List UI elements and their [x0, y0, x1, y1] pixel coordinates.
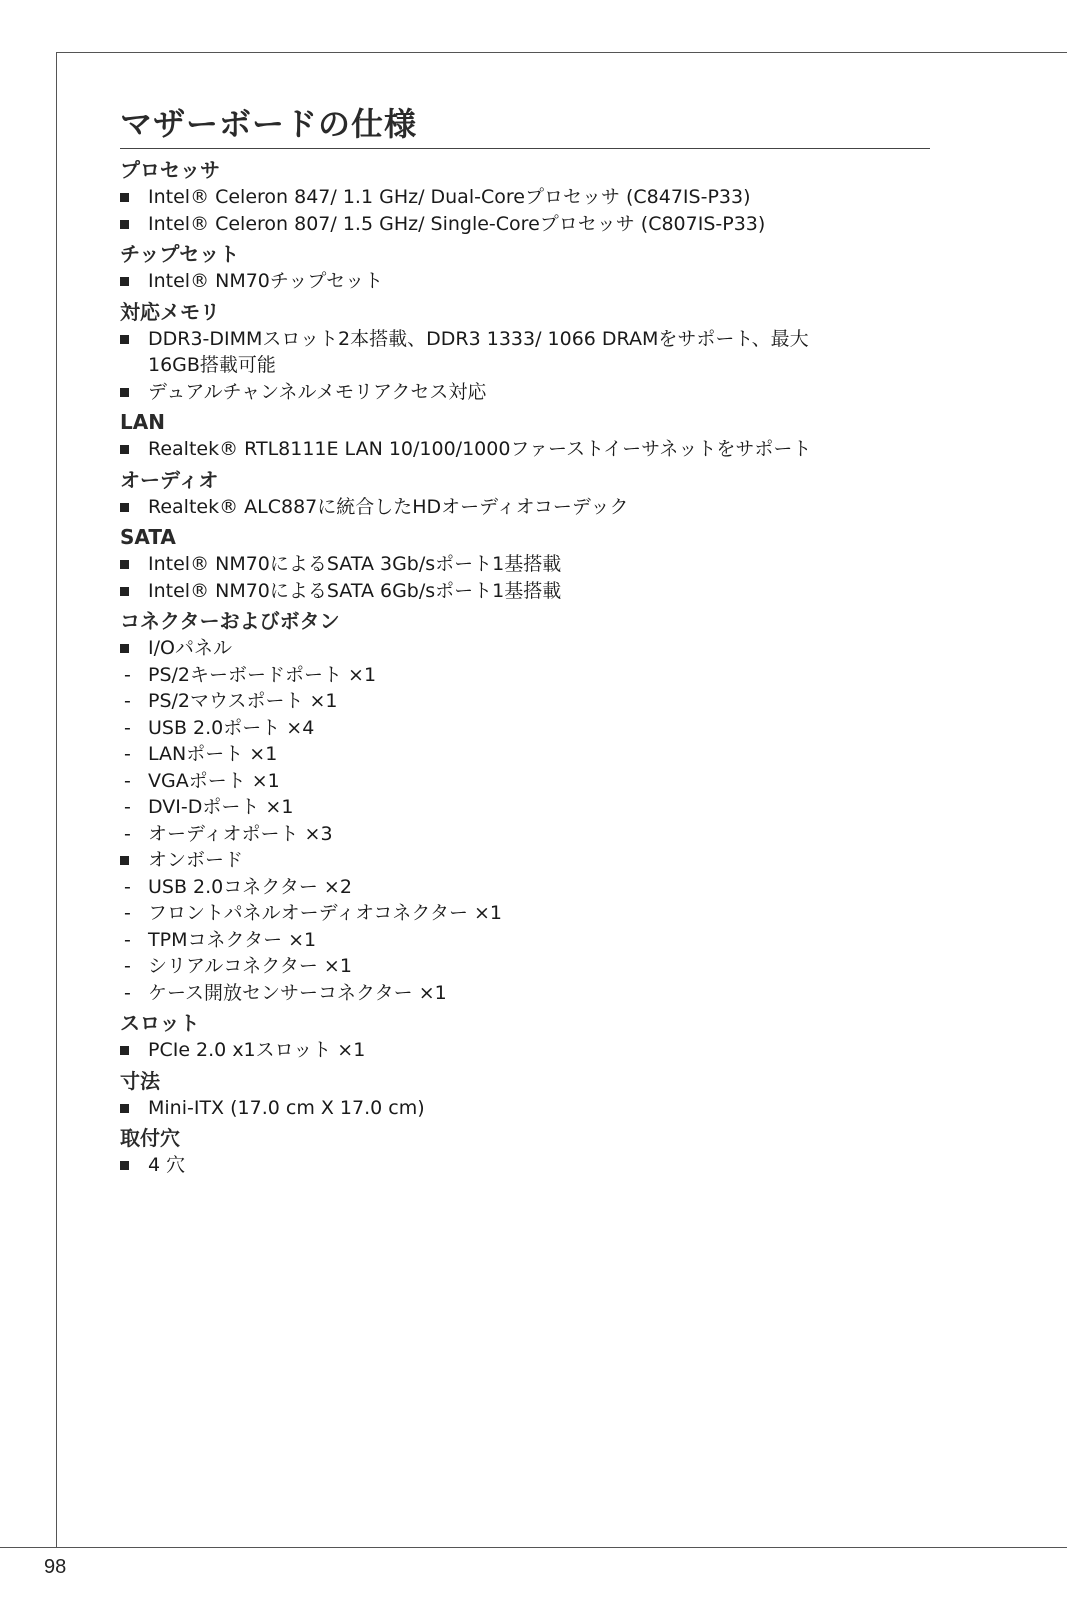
- list-item: Intel® Celeron 807/ 1.5 GHz/ Single-Coreプロセッサ (C807IS-P33): [120, 211, 930, 238]
- sub-list-item: - USB 2.0コネクター ×2: [120, 874, 930, 901]
- list-item: 4 穴: [120, 1152, 930, 1179]
- sub-list-item: - TPMコネクター ×1: [120, 927, 930, 954]
- section-heading: 対応メモリ: [120, 299, 220, 324]
- section-heading: 取付穴: [120, 1126, 180, 1150]
- bullet-list: [120, 268, 930, 295]
- section-heading: オーディオ: [120, 467, 219, 492]
- bullet-list: [120, 436, 930, 463]
- bullet-list: [120, 635, 930, 662]
- sub-list-item: - LANポート ×1: [120, 741, 930, 768]
- list-item: Intel® NM70チップセット: [120, 268, 930, 295]
- list-item: Realtek® RTL8111E LAN 10/100/1000ファーストイーサネットをサポート: [120, 436, 930, 463]
- section-heading: スロット: [120, 1011, 200, 1035]
- list-item: [120, 326, 930, 379]
- spec-content: [120, 104, 930, 1179]
- section-audio: [120, 467, 930, 521]
- page-frame-left-rule: [56, 52, 57, 1548]
- bullet-list: [120, 326, 930, 406]
- section-heading: SATA: [120, 525, 176, 549]
- section-heading: コネクターおよびボタン: [120, 609, 340, 633]
- page-title: マザーボードの仕様: [120, 104, 930, 149]
- list-item-text-continued: 16GB搭載可能: [148, 354, 276, 376]
- sub-list-item: - シリアルコネクター ×1: [120, 953, 930, 980]
- list-item-text: DDR3-DIMMスロット2本搭載、DDR3 1333/ 1066 DRAMをサポート、最大: [148, 327, 809, 350]
- section-heading: プロセッサ: [120, 158, 220, 182]
- bullet-list: [120, 1095, 930, 1122]
- list-item: I/Oパネル: [120, 635, 930, 662]
- sub-list-item: - フロントパネルオーディオコネクター ×1: [120, 900, 930, 927]
- bullet-list: [120, 494, 930, 521]
- sub-list-onboard: [120, 874, 930, 1007]
- sub-list-io-panel: [120, 662, 930, 848]
- list-item: Realtek® ALC887に統合したHDオーディオコーデック: [120, 494, 930, 521]
- list-item: Intel® NM70によるSATA 6Gb/sポート1基搭載: [120, 578, 930, 605]
- section-dimensions: [120, 1068, 930, 1122]
- bullet-list: [120, 1152, 930, 1179]
- section-connectors: [120, 608, 930, 1006]
- section-chipset: [120, 241, 930, 295]
- page-number: 98: [44, 1556, 67, 1578]
- sub-list-item: - ケース開放センサーコネクター ×1: [120, 980, 930, 1007]
- sub-list-item: - USB 2.0ポート ×4: [120, 715, 930, 742]
- list-item: Mini-ITX (17.0 cm X 17.0 cm): [120, 1095, 930, 1122]
- list-item: Intel® Celeron 847/ 1.1 GHz/ Dual-Coreプロセッサ (C847IS-P33): [120, 184, 930, 211]
- sub-list-item: - VGAポート ×1: [120, 768, 930, 795]
- list-item: オンボード: [120, 847, 930, 874]
- bullet-list: [120, 847, 930, 874]
- page-frame-top-rule: [56, 52, 1067, 53]
- section-heading: LAN: [120, 410, 165, 434]
- bullet-list: [120, 551, 930, 604]
- section-slots: [120, 1010, 930, 1064]
- section-processor: [120, 157, 930, 237]
- page-frame-bottom-rule: [0, 1547, 1067, 1548]
- list-item: デュアルチャンネルメモリアクセス対応: [120, 379, 930, 406]
- sub-list-item: - PS/2キーボードポート ×1: [120, 662, 930, 689]
- bullet-list: [120, 184, 930, 237]
- section-heading: チップセット: [120, 242, 240, 266]
- sub-list-item: - DVI-Dポート ×1: [120, 794, 930, 821]
- section-memory: [120, 299, 930, 406]
- list-item: PCIe 2.0 x1スロット ×1: [120, 1037, 930, 1064]
- section-lan: [120, 409, 930, 463]
- section-mounting-holes: [120, 1125, 930, 1179]
- list-item: Intel® NM70によるSATA 3Gb/sポート1基搭載: [120, 551, 930, 578]
- bullet-list: [120, 1037, 930, 1064]
- section-sata: [120, 524, 930, 604]
- sub-list-item: - オーディオポート ×3: [120, 821, 930, 848]
- section-heading: 寸法: [120, 1068, 160, 1093]
- sub-list-item: - PS/2マウスポート ×1: [120, 688, 930, 715]
